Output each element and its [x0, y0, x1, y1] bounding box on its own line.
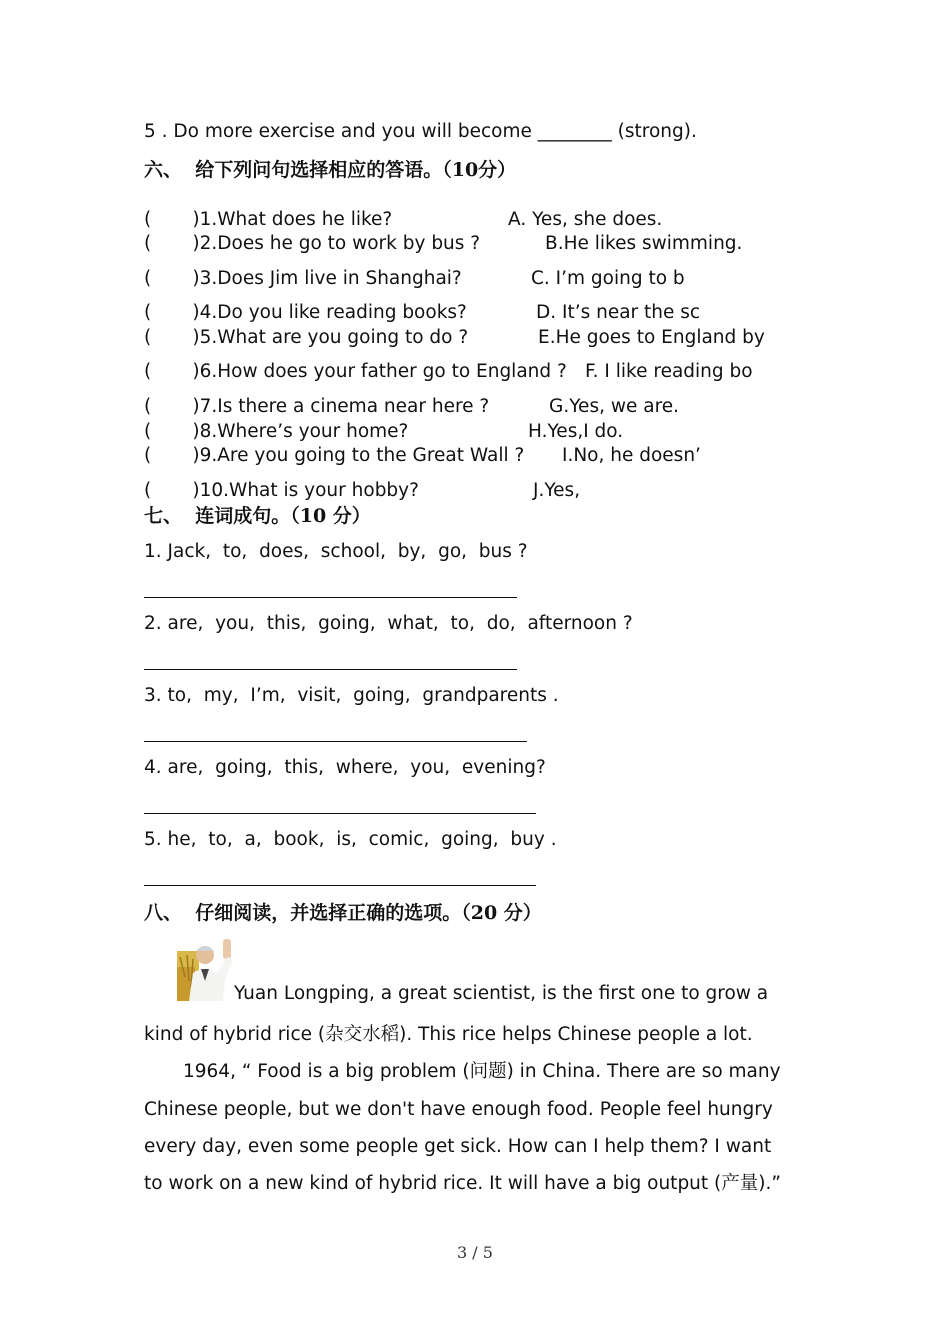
s6-q9: ( )9.Are you going to the Great Wall ? — [144, 445, 525, 466]
s6-q7: ( )7.Is there a cinema near here ? — [144, 396, 490, 417]
s7-answer-line2[interactable] — [144, 669, 517, 670]
s7-answer-line5[interactable] — [144, 885, 536, 886]
s7-answer-line4[interactable] — [144, 813, 536, 814]
s6-a7: G.Yes, we are. — [549, 396, 680, 417]
s6-q2: ( )2.Does he go to work by bus ? — [144, 233, 481, 254]
s6-q1: ( )1.What does he like? — [144, 209, 393, 230]
s6-q4: ( )4.Do you like reading books? — [144, 302, 467, 323]
section8-heading: 八、 仔细阅读，并选择正确的选项。（20 分） — [144, 902, 542, 924]
s7-item4: 4. are, going, this, where, you, evening? — [144, 757, 546, 778]
s6-q3: ( )3.Does Jim live in Shanghai? — [144, 268, 462, 289]
s7-item2: 2. are, you, this, going, what, to, do, afternoon ? — [144, 613, 633, 634]
s7-item5: 5. he, to, a, book, is, comic, going, buy . — [144, 829, 557, 850]
s6-a4: D. It’s near the sc — [536, 302, 701, 323]
s6-a10: J.Yes, — [533, 480, 581, 501]
s6-a3: C. I’m going to b — [531, 268, 685, 289]
s6-a8: H.Yes,I do. — [528, 421, 624, 442]
s7-answer-line1[interactable] — [144, 597, 517, 598]
s6-q5: ( )5.What are you going to do ? — [144, 327, 469, 348]
s6-a2: B.He likes swimming. — [545, 233, 743, 254]
section7-heading: 七、 连词成句。（10 分） — [144, 505, 371, 527]
s6-a5: E.He goes to England by — [538, 327, 765, 348]
s6-q6: ( )6.How does your father go to England ? — [144, 361, 567, 382]
s6-a9: I.No, he doesn’ — [562, 445, 701, 466]
s6-q8: ( )8.Where’s your home? — [144, 421, 409, 442]
s6-a6: F. I like reading bo — [585, 361, 753, 382]
yuan-longping-photo-icon — [177, 937, 234, 1001]
passage-line3: 1964, “ Food is a big problem (问题) in China. There are so many — [183, 1061, 781, 1082]
passage-line2: kind of hybrid rice (杂交水稻). This rice helps Chinese people a lot. — [144, 1024, 753, 1045]
s7-answer-line3[interactable] — [144, 741, 527, 742]
carry-over-question: 5 . Do more exercise and you will become ________ (strong). — [144, 121, 697, 142]
passage-line6: to work on a new kind of hybrid rice. It will have a big output (产量).” — [144, 1173, 781, 1194]
s6-q10: ( )10.What is your hobby? — [144, 480, 419, 501]
s7-item3: 3. to, my, I’m, visit, going, grandparents . — [144, 685, 559, 706]
s6-a1: A. Yes, she does. — [508, 209, 663, 230]
passage-line1: Yuan Longping, a great scientist, is the first one to grow a — [234, 983, 769, 1004]
section6-heading: 六、 给下列问句选择相应的答语。（10分） — [144, 159, 517, 181]
passage-line5: every day, even some people get sick. How can I help them? I want — [144, 1136, 772, 1157]
s7-item1: 1. Jack, to, does, school, by, go, bus ? — [144, 541, 528, 562]
page-number: 3 / 5 — [457, 1243, 493, 1262]
passage-line4: Chinese people, but we don't have enough food. People feel hungry — [144, 1099, 773, 1120]
